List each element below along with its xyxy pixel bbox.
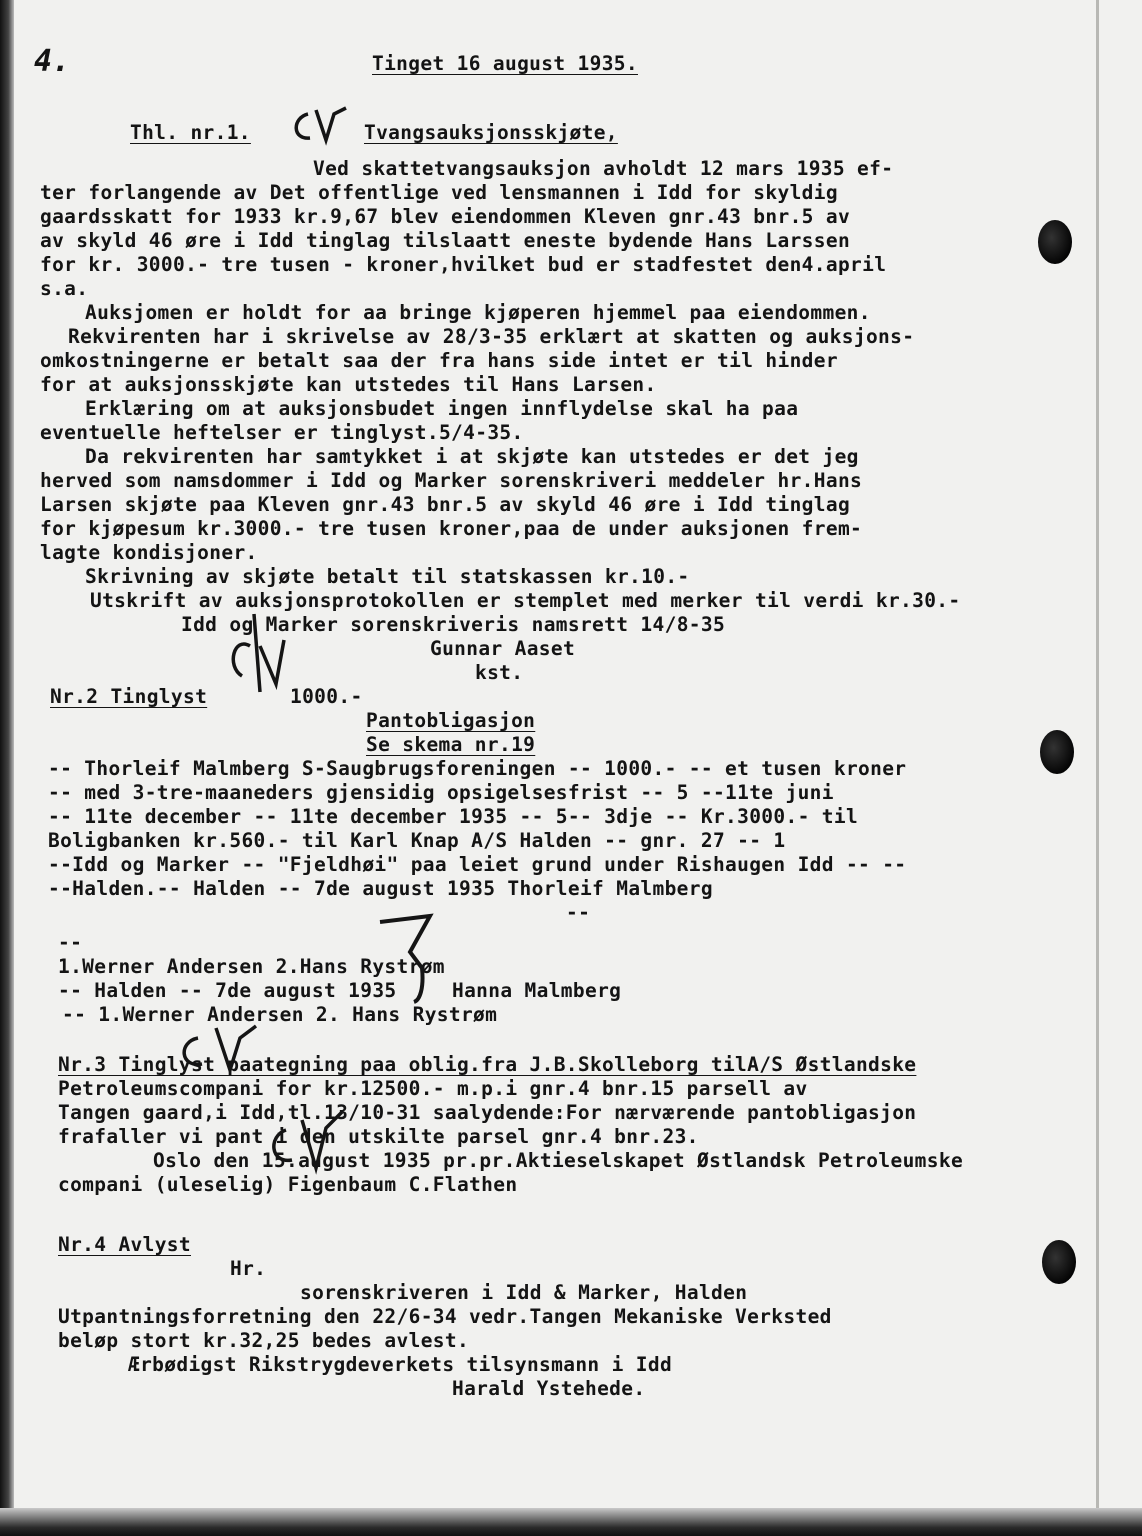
text-line: -- Thorleif Malmberg S-Saugbrugsforeningen -- 1000.- -- et tusen kroner (48, 757, 907, 780)
text-line: -- (58, 931, 83, 954)
page-number: 4. (34, 44, 71, 79)
text-line: -- Halden -- 7de august 1935 (58, 979, 397, 1002)
text-line: 1.Werner Andersen 2.Hans Rystrøm (58, 955, 445, 978)
text-line: lagte kondisjoner. (40, 541, 258, 564)
addressee-prefix: Hr. (230, 1257, 267, 1280)
addressee: sorenskriveren i Idd & Marker, Halden (300, 1281, 748, 1304)
text-line: -- 11te december -- 11te december 1935 -- 5-- 3dje -- Kr.3000.- til (48, 805, 859, 828)
text-line: s.a. (40, 277, 89, 300)
schema-ref: Se skema nr.19 (366, 733, 536, 756)
text-line: Tangen gaard,i Idd,tl.13/10-31 saalydende:For nærværende pantobligasjon (58, 1101, 917, 1124)
text-line: -- med 3-tre-maaneders gjensidig opsigelsesfrist -- 5 --11te juni (48, 781, 834, 804)
text-line: compani (uleselig) Figenbaum C.Flathen (58, 1173, 518, 1196)
entry-3-text: Nr.3 Tinglyst paategning paa oblig.fra J.B.Skolleborg tilA/S Østlandske (58, 1053, 917, 1076)
text-line: omkostningerne er betalt saa der fra hans side intet er til hinder (40, 349, 838, 372)
text-line: Utpantningsforretning den 22/6-34 vedr.Tangen Mekaniske Verksted (58, 1305, 832, 1328)
text-line: Larsen skjøte paa Kleven gnr.43 bnr.5 av skyld 46 øre i Idd tinglag (40, 493, 851, 516)
text-line: frafaller vi pant i den utskilte parsel gnr.4 bnr.23. (58, 1125, 699, 1148)
text-line: for at auksjonsskjøte kan utstedes til Hans Larsen. (40, 373, 657, 396)
text-line: gaardsskatt for 1933 kr.9,67 blev eiendommen Kleven gnr.43 bnr.5 av (40, 205, 851, 228)
text-line: herved som namsdommer i Idd og Marker sorenskriveri meddeler hr.Hans (40, 469, 863, 492)
entry-1-number: Thl. nr.1. (130, 121, 251, 144)
text-line: beløp stort kr.32,25 bedes avlest. (58, 1329, 470, 1352)
text-line: Da rekvirenten har samtykket i at skjøte kan utstedes er det jeg (85, 445, 859, 468)
entry-4-number: Nr.4 Avlyst (58, 1233, 191, 1256)
punch-hole (1038, 220, 1072, 264)
text-line: Petroleumscompani for kr.12500.- m.p.i gnr.4 bnr.15 parsell av (58, 1077, 808, 1100)
entry-2-number: Nr.2 Tinglyst (50, 685, 208, 708)
text-line: Ved skattetvangsauksjon avholdt 12 mars 1935 ef- (313, 157, 894, 180)
entry-2-title: Pantobligasjon (366, 709, 536, 732)
text-line: Auksjomen er holdt for aa bringe kjøperen hjemmel paa eiendommen. (85, 301, 871, 324)
punch-hole (1042, 1240, 1076, 1284)
session-heading: Tinget 16 august 1935. (372, 52, 638, 75)
entry-1-title: Tvangsauksjonsskjøte, (364, 121, 618, 144)
initials-mark-1 (286, 100, 356, 150)
text-line: Skrivning av skjøte betalt til statskassen kr.10.- (85, 565, 690, 588)
margin-line (1096, 0, 1099, 1536)
text-line: Hanna Malmberg (452, 979, 622, 1002)
signature-name: Gunnar Aaset (430, 637, 576, 660)
text-line: ter forlangende av Det offentlige ved lensmannen i Idd for skyldig (40, 181, 838, 204)
text-line: for kjøpesum kr.3000.- tre tusen kroner,paa de under auksjonen frem- (40, 517, 863, 540)
text-line: Ærbødigst Rikstrygdeverkets tilsynsmann i Idd (128, 1353, 673, 1376)
text-line: -- (566, 901, 591, 924)
text-line: Rekvirenten har i skrivelse av 28/3-35 erklært at skatten og auksjons- (68, 325, 915, 348)
text-line: av skyld 46 øre i Idd tinglag tilslaatt eneste bydende Hans Larssen (40, 229, 851, 252)
signature-title: kst. (475, 661, 524, 684)
signature-name: Harald Ystehede. (452, 1377, 646, 1400)
amount: 1000.- (290, 685, 363, 708)
text-line: Idd og Marker sorenskriveris namsrett 14/8-35 (181, 613, 726, 636)
initials-mark-5 (262, 1108, 352, 1178)
text-line: --Halden.-- Halden -- 7de august 1935 Thorleif Malmberg (48, 877, 713, 900)
text-line: Erklæring om at auksjonsbudet ingen innflydelse skal ha paa (85, 397, 799, 420)
text-line: Oslo den 15.august 1935 pr.pr.Aktieselskapet Østlandsk Petroleumske (153, 1149, 964, 1172)
text-line: Boligbanken kr.560.- til Karl Knap A/S Halden -- gnr. 27 -- 1 (48, 829, 786, 852)
text-line: --Idd og Marker -- "Fjeldhøi" paa leiet grund under Rishaugen Idd -- -- (48, 853, 907, 876)
text-line: -- 1.Werner Andersen 2. Hans Rystrøm (62, 1003, 498, 1026)
initials-mark-3 (370, 908, 444, 1004)
text-line: eventuelle heftelser er tinglyst.5/4-35. (40, 421, 524, 444)
text-line: Utskrift av auksjonsprotokollen er stemplet med merker til verdi kr.30.- (90, 589, 961, 612)
punch-hole (1040, 730, 1074, 774)
initials-mark-2 (224, 606, 290, 700)
text-line: for kr. 3000.- tre tusen - kroner,hvilket bud er stadfestet den4.april (40, 253, 887, 276)
